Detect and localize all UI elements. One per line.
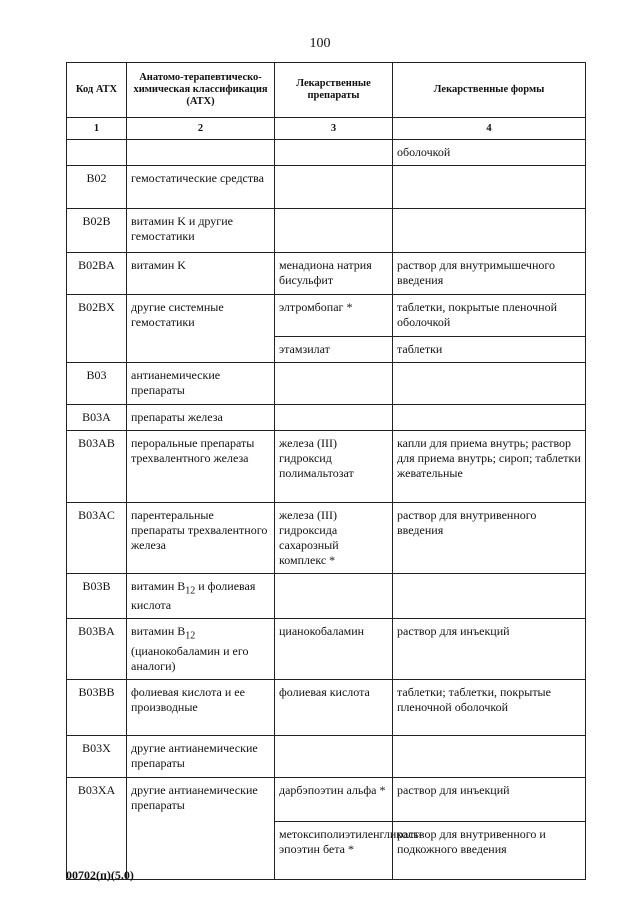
drug-name: этамзилат [275, 337, 393, 363]
table-row [67, 363, 586, 405]
atc-name [127, 574, 275, 619]
atc-code: B03AB [67, 431, 127, 503]
atc-name: антианемические препараты [127, 363, 275, 405]
atc-name: пероральные препараты трехвалентного железа [127, 431, 275, 503]
dosage-form [393, 209, 586, 253]
drug-name [275, 209, 393, 253]
table-row [67, 295, 586, 337]
atc-name: другие антианемические препараты [127, 735, 275, 777]
document-footer-code: 00702(п)(5.0) [66, 868, 134, 882]
dosage-form: оболочкой [393, 140, 586, 166]
table-row [67, 140, 586, 166]
dosage-form: таблетки; таблетки, покрытые пленочной оболочкой [393, 679, 586, 735]
drug-name: железа (III) гидроксида сахарозный комплекс * [275, 503, 393, 574]
atc-code: B03BA [67, 619, 127, 679]
column-number: 3 [275, 118, 393, 140]
dosage-form: раствор для внутривенного и подкожного введения [393, 821, 586, 879]
atc-code: B03 [67, 363, 127, 405]
atc-name: витамин K и другие гемостатики [127, 209, 275, 253]
atc-name-text: витамин B [131, 579, 186, 593]
header-code: Код АТХ [67, 63, 127, 118]
drug-name: цианокобаламин [275, 619, 393, 679]
subscript-number: 12 [185, 585, 196, 597]
atc-code: B02BA [67, 253, 127, 295]
atc-code: B03A [67, 405, 127, 431]
atc-name [127, 140, 275, 166]
atc-code: B03X [67, 735, 127, 777]
drug-name: метоксиполиэтиленгликоль-эпоэтин бета * [275, 821, 393, 879]
column-number: 4 [393, 118, 586, 140]
atc-name: другие антианемические препараты [127, 777, 275, 879]
table-row [67, 735, 586, 777]
atc-code: B02 [67, 166, 127, 209]
dosage-form [393, 735, 586, 777]
dosage-form [393, 166, 586, 209]
page-number: 100 [309, 36, 331, 51]
atc-name-text: (цианокобаламин и его аналоги) [131, 643, 249, 673]
atc-name: другие системные гемостатики [127, 295, 275, 363]
table-row [67, 777, 586, 821]
atc-table-container [66, 62, 585, 880]
table-row [67, 503, 586, 574]
atc-code: B03AC [67, 503, 127, 574]
dosage-form: раствор для внутривенного введения [393, 503, 586, 574]
atc-name: препараты железа [127, 405, 275, 431]
column-number: 2 [127, 118, 275, 140]
drug-name [275, 363, 393, 405]
column-number: 1 [67, 118, 127, 140]
atc-name: витамин K [127, 253, 275, 295]
drug-name: фолиевая кислота [275, 679, 393, 735]
table-row [67, 209, 586, 253]
table-row [67, 679, 586, 735]
dosage-form [393, 405, 586, 431]
atc-table [66, 62, 586, 880]
atc-name-text: и фолиевая кислота [131, 579, 256, 613]
table-row [67, 253, 586, 295]
table-header-row [67, 63, 586, 118]
dosage-form [393, 574, 586, 619]
atc-code: B03BB [67, 679, 127, 735]
atc-name: парентеральные препараты трехвалентного железа [127, 503, 275, 574]
header-drugs: Лекарственные препараты [275, 63, 393, 118]
drug-name [275, 405, 393, 431]
dosage-form [393, 363, 586, 405]
drug-name: элтромбопаг * [275, 295, 393, 337]
atc-name [127, 619, 275, 679]
dosage-form: таблетки [393, 337, 586, 363]
drug-name: железа (III) гидроксид полимальтозат [275, 431, 393, 503]
atc-code: B03XA [67, 777, 127, 879]
table-row [67, 619, 586, 679]
atc-code: B02BX [67, 295, 127, 363]
subscript-number: 12 [185, 630, 196, 642]
dosage-form: раствор для инъекций [393, 619, 586, 679]
atc-name-text: витамин B [131, 624, 186, 639]
drug-name [275, 140, 393, 166]
drug-name [275, 574, 393, 619]
drug-name [275, 166, 393, 209]
header-forms: Лекарственные формы [393, 63, 586, 118]
atc-name: гемостатические средства [127, 166, 275, 209]
atc-code: B03B [67, 574, 127, 619]
atc-code: B02B [67, 209, 127, 253]
drug-name: менадиона натрия бисульфит [275, 253, 393, 295]
column-number-row [67, 118, 586, 140]
table-row [67, 574, 586, 619]
table-row [67, 166, 586, 209]
table-row [67, 431, 586, 503]
dosage-form: капли для приема внутрь; раствор для приема внутрь; сироп; таблетки жевательные [393, 431, 586, 503]
dosage-form: таблетки, покрытые пленочной оболочкой [393, 295, 586, 337]
atc-code [67, 140, 127, 166]
dosage-form: раствор для внутримышечного введения [393, 253, 586, 295]
drug-name [275, 735, 393, 777]
table-row [67, 405, 586, 431]
header-classification: Анатомо-терапевтическо-химическая классификация (АТХ) [127, 63, 275, 118]
dosage-form: раствор для инъекций [393, 777, 586, 821]
atc-name: фолиевая кислота и ее производные [127, 679, 275, 735]
drug-name: дарбэпоэтин альфа * [275, 777, 393, 821]
